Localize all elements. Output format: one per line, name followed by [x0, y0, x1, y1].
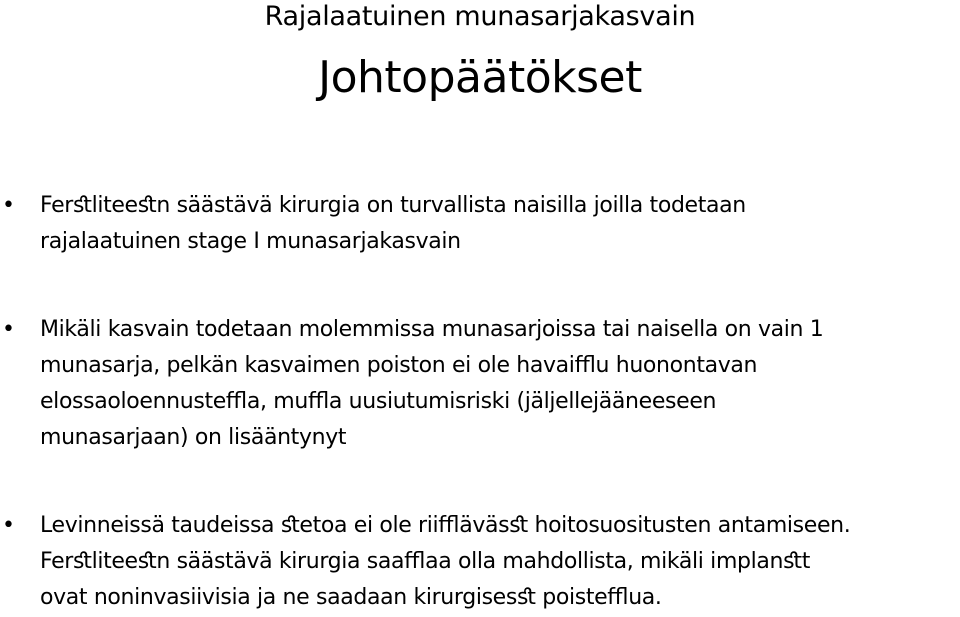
bullet-line: munasarja, pelkän kasvaimen poiston ei ole havaiﬄu huonontavan	[40, 353, 758, 378]
bullet-line: Levinneissä taudeissa ﬆetoa ei ole riiﬄäväsﬆ hoitosuositusten antamiseen.	[40, 513, 851, 538]
bullet-dot-icon: •	[2, 193, 15, 218]
bullet-dot-icon: •	[2, 513, 15, 538]
bullet-dot-icon: •	[2, 317, 15, 342]
slide-subtitle: Rajalaatuinen munasarjakasvain	[264, 1, 696, 32]
slide-title: Johtopäätökset	[318, 52, 642, 103]
bullet-line: Ferﬆliteeﬆn säästävä kirurgia on turvallista naisilla joilla todetaan	[40, 193, 746, 218]
bullet-line: elossaoloennusteﬄa, muﬄa uusiutumisriski (jäljellejääneeseen	[40, 389, 717, 414]
bullet-line: rajalaatuinen stage I munasarjakasvain	[40, 229, 461, 254]
bullet-line: Mikäli kasvain todetaan molemmissa munasarjoissa tai naisella on vain 1	[40, 317, 824, 342]
bullet-line: ovat noninvasiivisia ja ne saadaan kirurgisesﬆ poisteﬄua.	[40, 585, 662, 610]
bullet-line: munasarjaan) on lisääntynyt	[40, 425, 347, 450]
bullet-line: Ferﬆliteeﬆn säästävä kirurgia saaﬄaa olla mahdollista, mikäli implanﬆt	[40, 549, 810, 574]
